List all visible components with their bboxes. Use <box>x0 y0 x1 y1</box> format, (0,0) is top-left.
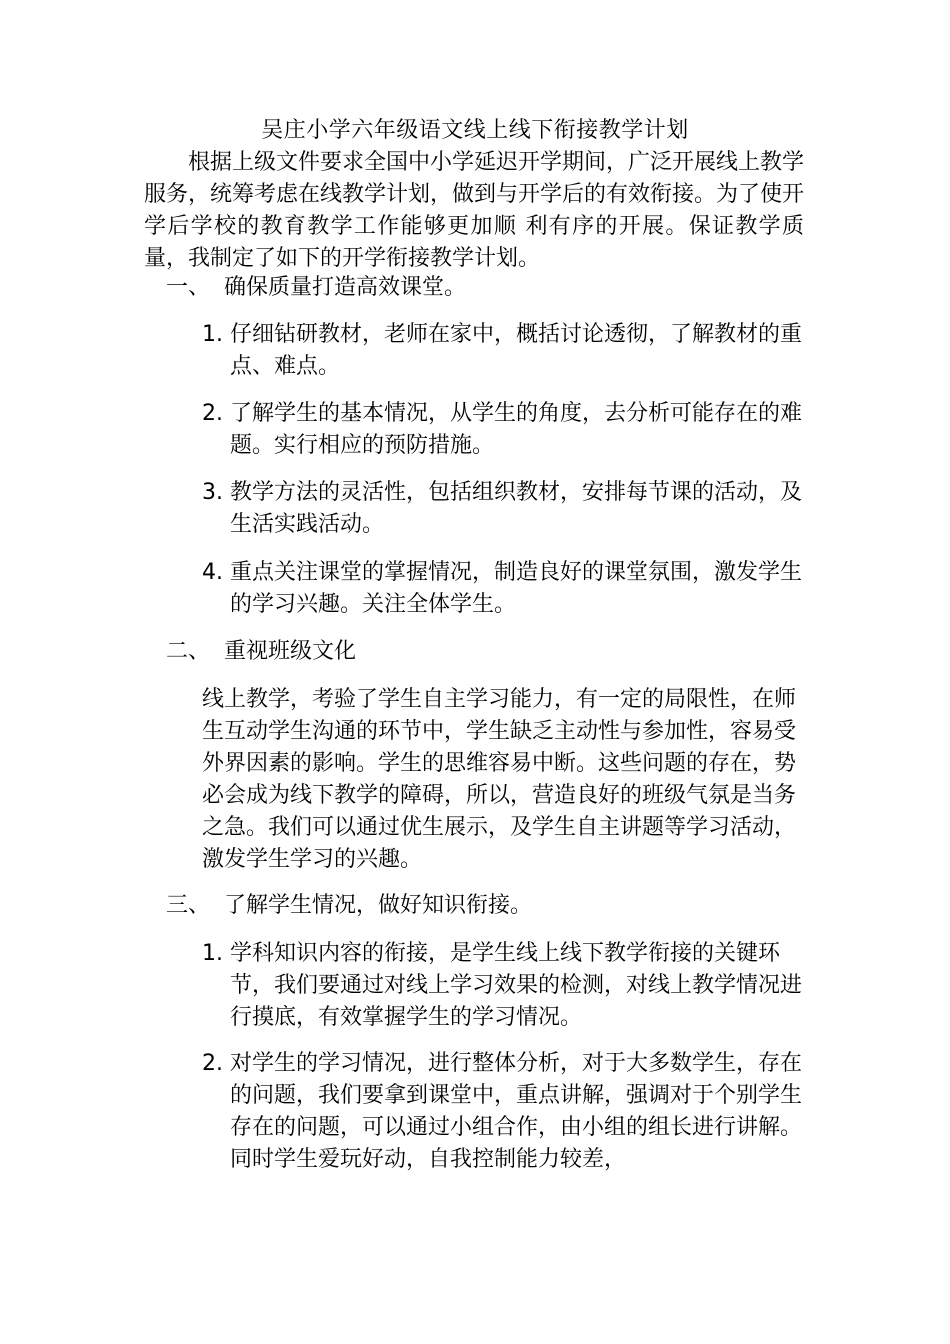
item-text: 教学方法的灵活性，包括组织教材，安排每节课的活动，及生活实践活动。 <box>230 480 803 537</box>
section-3-number: 三、 <box>166 893 211 918</box>
intro-paragraph: 根据上级文件要求全国中小学延迟开学期间，广泛开展线上教学服务，统筹考虑在线教学计划，做到与开学后的有效衔接。为了使开学后学校的教育教学工作能够更加顺 利有序的开展。保证教学质量，我制定了如下的开学衔接教学计划。 <box>144 150 805 271</box>
section-1-heading <box>166 272 466 304</box>
section-1-title: 确保质量打造高效课堂。 <box>224 275 467 300</box>
section-3-heading <box>166 890 532 922</box>
item-number: 4. <box>202 560 223 585</box>
item-text: 了解学生的基本情况，从学生的角度，去分析可能存在的难题。实行相应的预防措施。 <box>230 401 803 458</box>
section-1-item-4 <box>202 557 814 621</box>
item-number: 1. <box>202 941 223 966</box>
section-3-title: 了解学生情况，做好知识衔接。 <box>224 893 533 918</box>
section-2-title: 重视班级文化 <box>224 639 357 664</box>
item-number: 2. <box>202 401 223 426</box>
item-text: 学科知识内容的衔接，是学生线上线下教学衔接的关键环节，我们要通过对线上学习效果的检测，对线上教学情况进行摸底，有效掌握学生的学习情况。 <box>230 941 803 1030</box>
section-2-heading <box>166 636 356 668</box>
section-1-number: 一、 <box>166 275 211 300</box>
section-1-item-3 <box>202 477 814 541</box>
document-title: 吴庄小学六年级语文线上线下衔接教学计划 <box>261 118 689 143</box>
item-number: 3. <box>202 480 223 505</box>
section-1-item-1 <box>202 319 814 383</box>
section-1-item-2 <box>202 398 814 462</box>
item-number: 1. <box>202 322 223 347</box>
item-text: 仔细钻研教材，老师在家中，概括讨论透彻，了解教材的重点、难点。 <box>230 322 803 379</box>
item-number: 2. <box>202 1051 223 1076</box>
section-2-number: 二、 <box>166 639 211 664</box>
section-3-item-1 <box>202 938 814 1034</box>
section-2-paragraph: 线上教学，考验了学生自主学习能力，有一定的局限性，在师生互动学生沟通的环节中，学生缺乏主动性与参加性，容易受外界因素的影响。学生的思维容易中断。这些问题的存在，势必会成为线下教学的障碍，所以，营造良好的班级气氛是当务之急。我们可以通过优生展示，及学生自主讲题等学习活动，激发学生学习的兴趣。 <box>202 687 797 872</box>
item-text: 对学生的学习情况，进行整体分析，对于大多数学生，存在的问题，我们要拿到课堂中，重点讲解，强调对于个别学生存在的问题，可以通过小组合作，由小组的组长进行讲解。同时学生爱玩好动，自我控制能力较差， <box>230 1051 803 1172</box>
item-text: 重点关注课堂的掌握情况，制造良好的课堂氛围，激发学生的学习兴趣。关注全体学生。 <box>230 560 803 617</box>
section-3-item-2 <box>202 1048 814 1176</box>
